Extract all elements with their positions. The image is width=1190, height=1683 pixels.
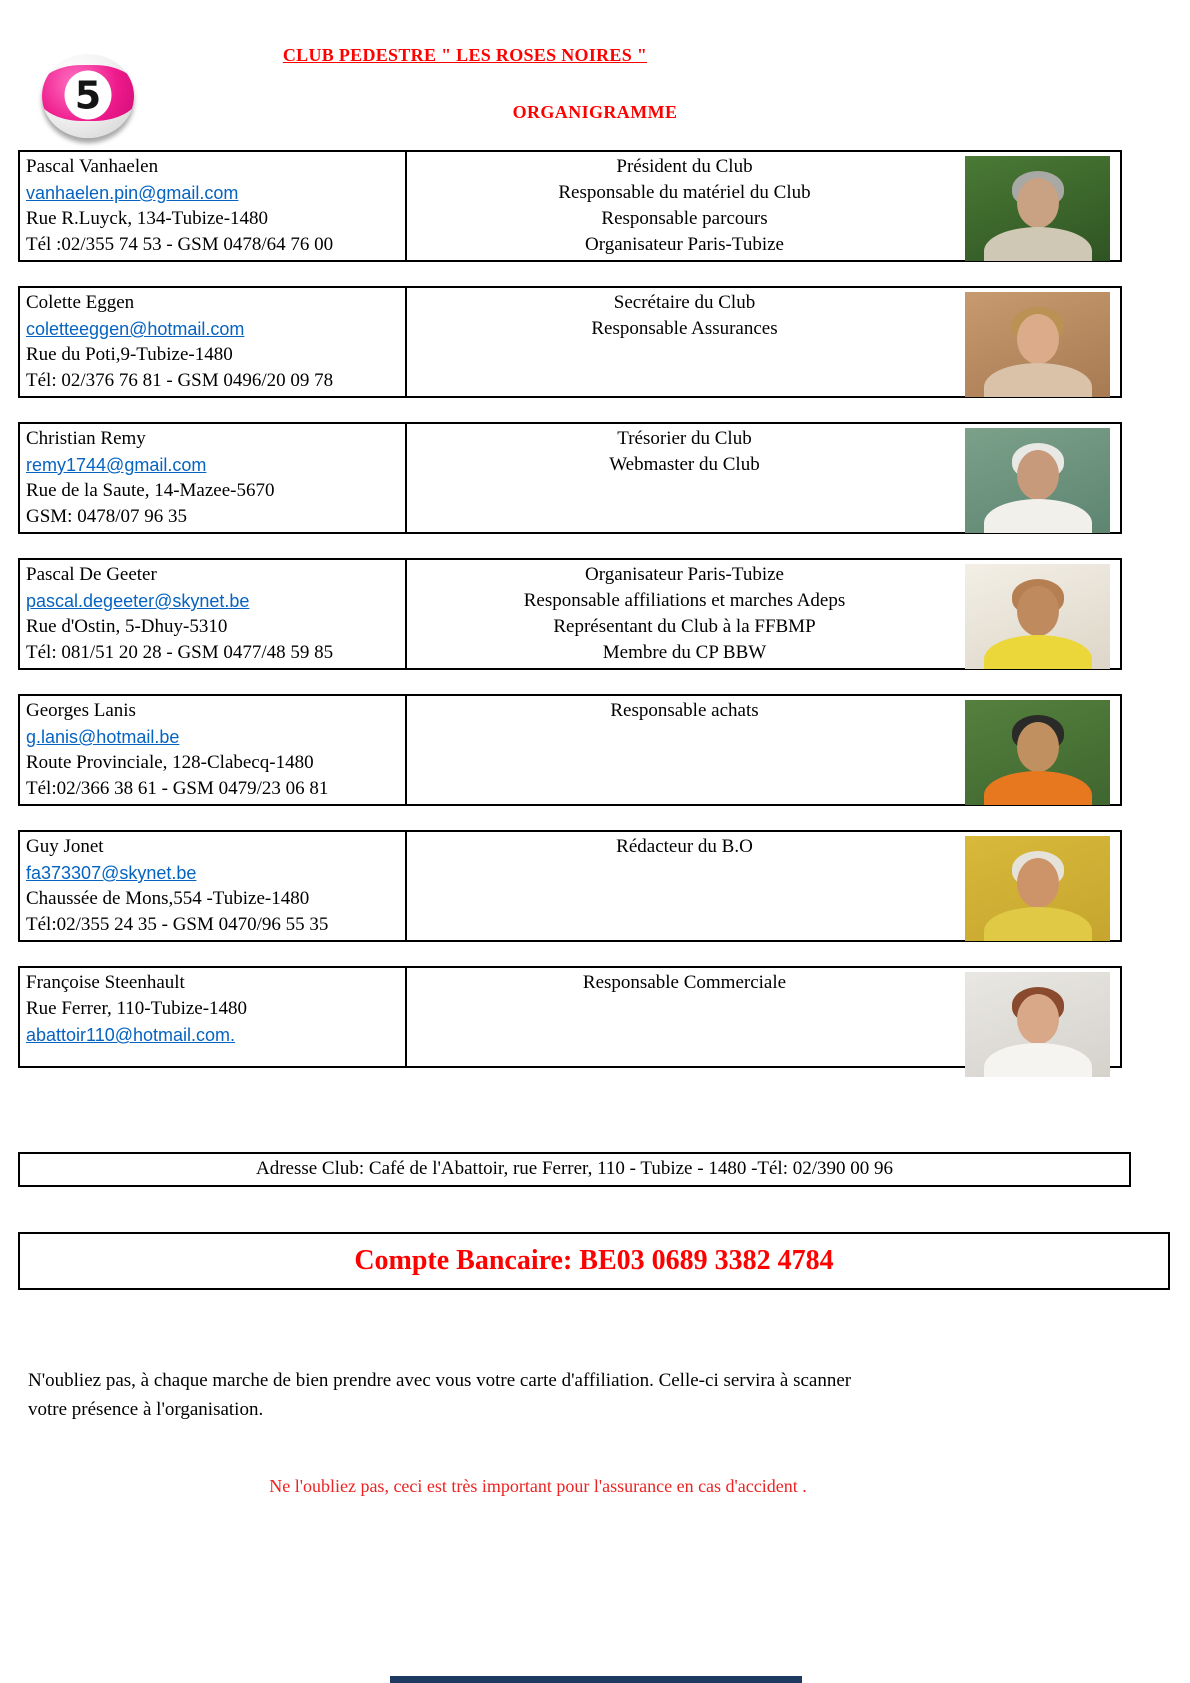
photo-shoulders — [984, 363, 1092, 397]
photo-face — [1017, 450, 1059, 500]
roles-cell — [407, 424, 1120, 532]
email-link[interactable]: g.lanis@hotmail.be — [26, 727, 180, 747]
roles-list — [407, 968, 962, 996]
roles-list — [407, 152, 962, 258]
email-link[interactable]: pascal.degeeter@skynet.be — [26, 591, 250, 611]
member-row — [18, 150, 1122, 262]
photo-shoulders — [984, 635, 1092, 669]
contact-line: Tél:02/366 38 61 - GSM 0479/23 06 81 — [26, 778, 329, 799]
insurance-warning: Ne l'oubliez pas, ceci est très important pour l'assurance en cas d'accident . — [269, 1476, 807, 1496]
contact-cell — [20, 560, 407, 668]
contact-line: Rue de la Saute, 14-Mazee-5670 — [26, 480, 275, 501]
club-title: CLUB PEDESTRE " LES ROSES NOIRES " — [282, 45, 648, 65]
member-name: Christian Remy — [26, 428, 146, 449]
affiliation-note-line2: votre présence à l'organisation. — [28, 1399, 264, 1420]
page-subtitle: ORGANIGRAMME — [512, 102, 678, 122]
contact-cell — [20, 696, 407, 804]
email-link[interactable]: fa373307@skynet.be — [26, 863, 197, 883]
roles-list — [407, 560, 962, 666]
photo-face — [1017, 586, 1059, 636]
logo-number: 5 — [65, 71, 112, 120]
contact-cell — [20, 968, 407, 1066]
member-name: Pascal Vanhaelen — [26, 156, 159, 177]
contact-line: Tél: 02/376 76 81 - GSM 0496/20 09 78 — [26, 370, 334, 391]
photo-guy-jonet — [965, 836, 1110, 941]
email-link[interactable]: coletteeggen@hotmail.com — [26, 319, 245, 339]
role-line: Responsable Commerciale — [582, 972, 787, 993]
photo-francoise-steenhault — [965, 972, 1110, 1077]
roles-list — [407, 832, 962, 860]
members-table — [18, 150, 1122, 1092]
role-line: Organisateur Paris-Tubize — [585, 564, 784, 585]
email-link[interactable]: vanhaelen.pin@gmail.com — [26, 183, 239, 203]
role-line: Responsable Assurances — [591, 318, 778, 339]
photo-face — [1017, 722, 1059, 772]
role-line: Représentant du Club à la FFBMP — [553, 616, 816, 637]
role-line: Rédacteur du B.O — [616, 836, 753, 857]
roles-cell — [407, 696, 1120, 804]
contact-cell — [20, 288, 407, 396]
contact-cell — [20, 152, 407, 260]
contact-line: GSM: 0478/07 96 35 — [26, 506, 187, 527]
member-row — [18, 966, 1122, 1068]
role-line: Responsable affiliations et marches Adeps — [523, 590, 846, 611]
photo-shoulders — [984, 907, 1092, 941]
contact-line: Rue du Poti,9-Tubize-1480 — [26, 344, 233, 365]
role-line: Responsable du matériel du Club — [558, 182, 811, 203]
member-name: Françoise Steenhault — [26, 972, 185, 993]
footer-bar — [390, 1676, 802, 1683]
member-name: Georges Lanis — [26, 700, 136, 721]
contact-cell — [20, 424, 407, 532]
affiliation-note-line1: N'oubliez pas, à chaque marche de bien prendre avec vous votre carte d'affiliation. Celle-ci servira à scanner — [28, 1370, 852, 1391]
contact-line: Rue Ferrer, 110-Tubize-1480 — [26, 998, 248, 1019]
photo-pascal-de-geeter — [965, 564, 1110, 669]
photo-shoulders — [984, 499, 1092, 533]
member-row — [18, 558, 1122, 670]
contact-line: Tél:02/355 24 35 - GSM 0470/96 55 35 — [26, 914, 329, 935]
roles-cell — [407, 152, 1120, 260]
role-line: Webmaster du Club — [609, 454, 760, 475]
roles-cell — [407, 968, 1120, 1066]
club-logo — [40, 52, 140, 144]
member-name: Colette Eggen — [26, 292, 135, 313]
roles-list — [407, 696, 962, 724]
contact-line: Tél: 081/51 20 28 - GSM 0477/48 59 85 — [26, 642, 334, 663]
billiard-ball-icon — [42, 54, 134, 138]
photo-pascal-vanhaelen — [965, 156, 1110, 261]
affiliation-note — [28, 1366, 988, 1424]
email-link[interactable]: abattoir110@hotmail.com. — [26, 1025, 236, 1045]
bank-account: Compte Bancaire: BE03 0689 3382 4784 — [18, 1232, 1170, 1290]
member-row — [18, 286, 1122, 398]
photo-face — [1017, 858, 1059, 908]
member-row — [18, 830, 1122, 942]
photo-shoulders — [984, 1043, 1092, 1077]
contact-cell — [20, 832, 407, 940]
member-row — [18, 422, 1122, 534]
photo-georges-lanis — [965, 700, 1110, 805]
photo-colette-eggen — [965, 292, 1110, 397]
photo-shoulders — [984, 227, 1092, 261]
photo-face — [1017, 994, 1059, 1044]
photo-face — [1017, 178, 1059, 228]
contact-line: Rue d'Ostin, 5-Dhuy-5310 — [26, 616, 228, 637]
club-address: Adresse Club: Café de l'Abattoir, rue Ferrer, 110 - Tubize - 1480 -Tél: 02/390 00 96 — [18, 1152, 1131, 1187]
photo-shoulders — [984, 771, 1092, 805]
member-row — [18, 694, 1122, 806]
role-line: Responsable parcours — [601, 208, 768, 229]
roles-cell — [407, 832, 1120, 940]
contact-line: Route Provinciale, 128-Clabecq-1480 — [26, 752, 314, 773]
roles-cell — [407, 288, 1120, 396]
photo-face — [1017, 314, 1059, 364]
contact-line: Rue R.Luyck, 134-Tubize-1480 — [26, 208, 269, 229]
member-name: Pascal De Geeter — [26, 564, 157, 585]
role-line: Président du Club — [616, 156, 753, 177]
contact-line: Tél :02/355 74 53 - GSM 0478/64 76 00 — [26, 234, 334, 255]
email-link[interactable]: remy1744@gmail.com — [26, 455, 207, 475]
roles-list — [407, 288, 962, 342]
role-line: Trésorier du Club — [617, 428, 752, 449]
roles-list — [407, 424, 962, 478]
member-name: Guy Jonet — [26, 836, 104, 857]
contact-line: Chaussée de Mons,554 -Tubize-1480 — [26, 888, 310, 909]
roles-cell — [407, 560, 1120, 668]
role-line: Secrétaire du Club — [613, 292, 756, 313]
role-line: Organisateur Paris-Tubize — [585, 234, 784, 255]
photo-christian-remy — [965, 428, 1110, 533]
role-line: Responsable achats — [610, 700, 759, 721]
role-line: Membre du CP BBW — [602, 642, 767, 663]
